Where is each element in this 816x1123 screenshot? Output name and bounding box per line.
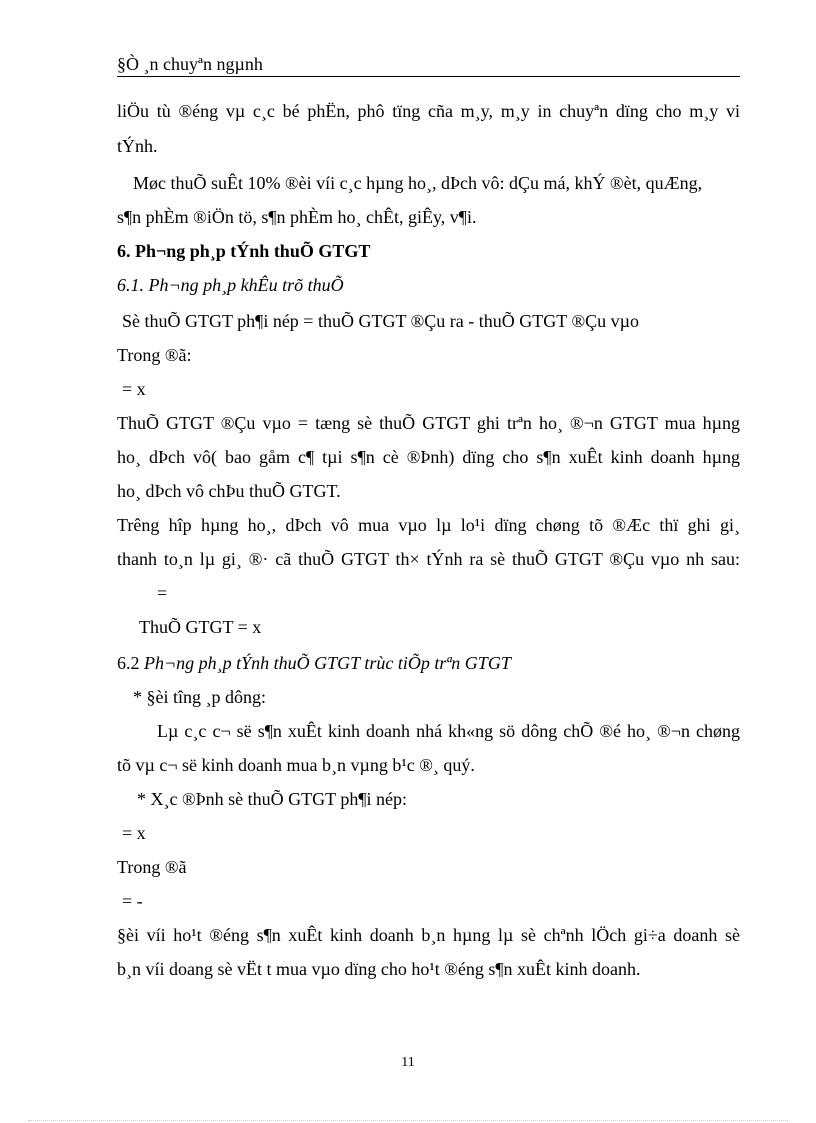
body-line: * §èi tîng ¸p dông: (133, 687, 266, 707)
body-line: §èi víi ho¹t ®éng s¶n xuÊt kinh doanh b¸n hµng lµ sè chªnh lÖch gi÷a doanh sè (117, 925, 740, 945)
section-heading: 6. Ph¬ng ph¸p tÝnh thuÕ GTGT (117, 241, 371, 261)
body-line: Møc thuÕ suÊt 10% ®èi víi c¸c hµng ho¸, dÞch vô: dÇu má, khÝ ®èt, quÆng, (133, 173, 703, 193)
body-line: ho¸ dÞch vô( bao gåm c¶ tµi s¶n cè ®Þnh) dïng cho s¶n xuÊt kinh doanh hµng (117, 447, 740, 467)
subsection-title: Ph¬ng ph¸p tÝnh thuÕ GTGT trùc tiÕp trªn GTGT (144, 653, 511, 673)
body-line: ThuÕ GTGT ®Çu vµo = tæng sè thuÕ GTGT ghi trªn ho¸ ®¬n GTGT mua hµng (117, 413, 740, 433)
subsection-number: 6.2 (117, 653, 144, 673)
formula-line: = - (122, 891, 143, 911)
body-line: Trong ®ã: (117, 345, 192, 365)
formula-line: Sè thuÕ GTGT ph¶i nép = thuÕ GTGT ®Çu ra - thuÕ GTGT ®Çu vµo (122, 311, 639, 331)
running-header: §Ò ¸n chuyªn ngµnh (117, 52, 740, 77)
formula-line: = x (122, 379, 146, 399)
body-line: b¸n víi doang sè vËt t mua vµo dïng cho ho¹t ®éng s¶n xuÊt kinh doanh. (117, 959, 641, 979)
body-line: Trong ®ã (117, 857, 187, 877)
subsection-heading: 6.1. Ph¬ng ph¸p khÊu trõ thuÕ (117, 275, 344, 295)
body-line: tõ vµ c¬ së kinh doanh mua b¸n vµng b¹c ®¸ quý. (117, 755, 475, 775)
formula-line: = (157, 583, 168, 603)
formula-line: ThuÕ GTGT = x (139, 617, 262, 637)
body-line: s¶n phÈm ®iÖn tö, s¶n phÈm ho¸ chÊt, giÊy, v¶i. (117, 207, 477, 227)
subsection-heading-text (117, 653, 511, 673)
body-line: * X¸c ®Þnh sè thuÕ GTGT ph¶i nép: (137, 789, 407, 809)
body-line: Trêng hîp hµng ho¸, dÞch vô mua vµo lµ lo¹i dïng chøng tõ ®Æc thï ghi gi¸ (117, 515, 740, 535)
body-line: ho¸ dÞch vô chÞu thuÕ GTGT. (117, 481, 341, 501)
page-number: 11 (401, 1055, 415, 1070)
body-line: liÖu tù ®éng vµ c¸c bé phËn, phô tïng cña m¸y, m¸y in chuyªn dïng cho m¸y vi (117, 101, 740, 121)
formula-line: = x (122, 823, 146, 843)
page-bottom-divider (28, 1120, 788, 1121)
body-line: thanh to¸n lµ gi¸ ®· cã thuÕ GTGT th× tÝnh ra sè thuÕ GTGT ®Çu vµo nh sau: (117, 549, 740, 569)
subsection-heading (117, 652, 511, 674)
body-line: Lµ c¸c c¬ së s¶n xuÊt kinh doanh nhá kh«ng sö dông chÕ ®é ho¸ ®¬n chøng (157, 721, 740, 741)
body-line: tÝnh. (117, 136, 158, 156)
